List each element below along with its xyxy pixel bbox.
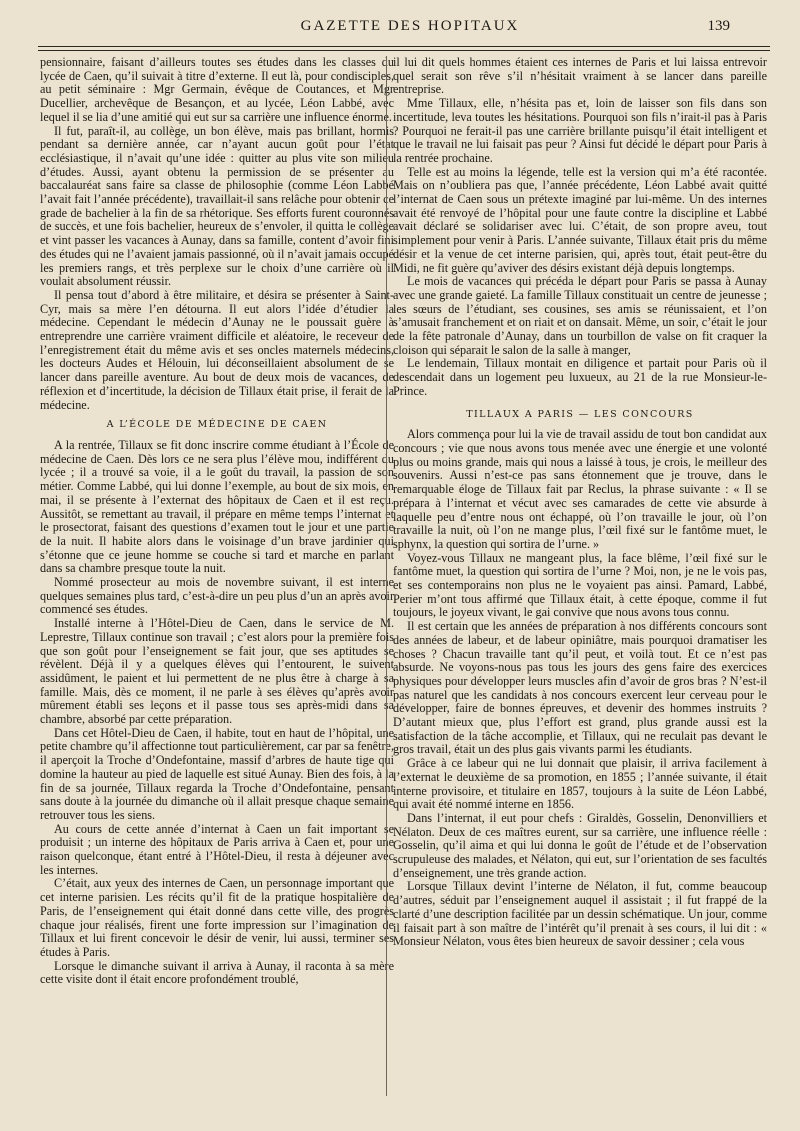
paragraph: Au cours de cette année d’internat à Caen un fait important se produisit ; un interne des hôpitaux de Paris arriva à Caen et, pour une raison quelconque, étant entré à l’Hôtel-Dieu, il resta à déjeuner avec les internes. — [40, 821, 394, 877]
paragraph: Il pensa tout d’abord à être militaire, et désira se présenter à Saint-Cyr, mais sa mère l’en détourna. Il eut alors l’idée d’étudier la médecine. Cependant le médecin d’Aunay ne le poussait guère à entreprendre une carrière vraiment difficile et aléatoire, le receveur de l’enregistrement était du même avis et ses oncles maternels médecins, les docteurs Audes et Hélouin, lui déconseillaient absolument de se lancer dans pareille aventure. Au bout de deux mois de vacances, de réflexion et d’incertitude, la décision de Tillaux était prise, il ferait de la médecine. — [40, 287, 394, 412]
paragraph: Le mois de vacances qui précéda le départ pour Paris se passa à Aunay avec une grande gaieté. La famille Tillaux constituait un centre de jeunesse ; les sœurs de l’étudiant, ses cousines, ses amis se réunissaient, et l’on s’amusait franchement et on riait et on dansait. Même, un soir, c’était le jour de la fête patronale d’Aunay, dans un tourbillon de valse on fit craquer la cloison qui séparait le salon de la salle à manger, — [393, 274, 767, 357]
paragraph: Grâce à ce labeur qui ne lui donnait que plaisir, il arriva facilement à l’externat le deuxième de sa promotion, en 1855 ; l’année suivante, il était interne provisoire, et titulaire en 1857, toujours à la suite de Léon Labbé, qui avait été nommé interne en 1856. — [393, 756, 767, 812]
section-heading: A L’ÉCOLE DE MÉDECINE DE CAEN — [106, 419, 328, 431]
section-heading: TILLAUX A PARIS — LES CONCOURS — [466, 408, 694, 420]
paragraph: Nommé prosecteur au mois de novembre suivant, il est interne quelques semaines plus tard, c’est-à-dire un peu plus d’un an après avoir commencé ses études. — [40, 575, 395, 617]
running-header — [60, 18, 760, 38]
paragraph: Alors commença pour lui la vie de travail assidu de tout bon candidat aux concours ; vie que nous avons tous menée avec une énergie et une volonté plus ou moins grande, mais qui nous a laissé à tous, je crois, le meilleur des souvenirs. Aussi n’est-ce pas sans étonnement que je trouve, dans le remarquable éloge de Tillaux fait par Reclus, la phrase suivante : « Il se prépara à l’internat et vécut avec ses camarades de cette vie absurde à laquelle peu d’entre nous ont échappé, où l’on travaille le jour, où l’on travaille la nuit, où l’on ne mange plus, l’œil fixé sur le fantôme muet, le sphynx, la question qui sortira de l’urne. » — [393, 427, 767, 551]
left-column — [40, 56, 394, 987]
paragraph: Lorsque Tillaux devint l’interne de Nélaton, il fut, comme beaucoup d’autres, séduit par l’enseignement auquel il assistait ; il fut frappé de la clarté d’une description facilitée par un dessin schématique. Un jour, comme il faisait part à son maître de l’intérêt qu’il prenait à ses cours, il lui dit : « Monsieur Nélaton, vous êtes bien heureux de savoir dessiner ; cela vous — [393, 879, 767, 949]
paragraph: Il est certain que les années de préparation à nos différents concours sont des années de labeur, et de labeur opiniâtre, mais pourquoi dramatiser les choses ? Chacun travaille tant qu’il peut, et voilà tout. Et ce n’est pas absurde. Ne voyons-nous pas tous les jours des gens faire des exercices physiques pour développer leurs muscles afin d’avoir de gros bras ? N’est-il pas naturel que les candidats à nos concours exercent leur cerveau pour le développer, faire de bonnes épreuves, et devenir des hommes instruits ? D’autant mieux que, plus l’effort est grand, plus grande aussi est la satisfaction de la tâche accomplie, et Tillaux, qui ne reculait pas devant le gros travail, était un des plus gais vivants parmi les étudiants. — [393, 619, 767, 757]
column-divider — [386, 56, 387, 1096]
paragraph: Dans l’internat, il eut pour chefs : Giraldès, Gosselin, Denonvilliers et Nélaton. Deux de ces maîtres eurent, sur sa carrière, une influence réelle : Gosselin, qu’il aima et qui lui donna le goût de l’étude et de l’observation scrupuleuse des malades, et Nélaton, qui eut, sur l’orientation de ses facultés d’enseignement, une très grande action. — [393, 810, 767, 880]
paragraph: Dans cet Hôtel-Dieu de Caen, il habite, tout en haut de l’hôpital, une petite chambre qu’il affectionne tout particulièrement, car par sa fenêtre, il aperçoit la Troche d’Ondefontaine, massif d’arbres de haute tige qui domine la hauteur au pied de laquelle est situé Aunay. Bien des fois, à la fin de sa journée, Tillaux regarda la Troche d’Ondefontaine, pensant sans doute à la journée du dimanche où il allait presque chaque semaine retrouver tous les siens. — [40, 725, 394, 822]
paragraph: pensionnaire, faisant d’ailleurs toutes ses études dans les classes du lycée de Caen, qu’il suivait à titre d’externe. Il eut là, pour condisciples, au petit séminaire : Mgr Germain, évêque de Coutances, et Mgr Ducellier, archevêque de Besançon, et au lycée, Léon Labbé, avec lequel il se lia d’une amitié qui eut sur sa carrière une influence énorme. — [40, 55, 394, 124]
paragraph: C’était, aux yeux des internes de Caen, un personnage important que cet interne parisien. Les récits qu’il fit de la pratique hospitalière de Paris, de l’enseignement qui était donné dans cette ville, des progrès chaque jour réalisés, firent une forte impression sur l’imagination de Tillaux et lui firent concevoir le désir de venir, lui aussi, terminer ses études à Paris. — [40, 876, 394, 959]
journal-title: GAZETTE DES HOPITAUX — [300, 18, 520, 34]
right-column — [393, 56, 767, 949]
paragraph: Installé interne à l’Hôtel-Dieu de Caen, dans le service de M. Leprestre, Tillaux continue son travail ; c’est alors pour la première fois que son goût pour l’enseignement se fait jour, que ses aptitudes se révèlent. Déjà il y a quelques élèves qui l’entourent, le suivent assidûment, le paient et lui permettent de ne plus être à charge à sa famille. Mais, dès ce moment, il ne parle à ses élèves qu’après avoir mûrement établi ses leçons et il passe tous ses après-midi dans sa chambre, absorbé par cette préparation. — [40, 616, 394, 727]
paragraph: Le lendemain, Tillaux montait en diligence et partait pour Paris où il descendait dans un logement peu luxueux, au 21 de la rue Monsieur-le-Prince. — [393, 356, 767, 398]
header-rule-thin — [38, 50, 770, 51]
paragraph: Mme Tillaux, elle, n’hésita pas et, loin de laisser son fils dans son incertitude, leva toutes les hésitations. Pourquoi son fils n’irait-il pas à Paris ? Pourquoi ne ferait-il pas une carrière brillante puisqu’il était intelligent et que le travail ne lui faisait pas peur ? Ainsi fut décidé le départ pour Paris à la rentrée prochaine. — [393, 96, 767, 165]
paragraph: Voyez-vous Tillaux ne mangeant plus, la face blême, l’œil fixé sur le fantôme muet, la question qui sortira de l’urne ? Moi, non, je ne le vois pas, et ses contemporains non plus ne le voyaient pas ainsi. Pamard, Labbé, Perier m’ont tous affirmé que Tillaux était, à cette époque, comme il fut toujours, le joyeux vivant, le gai convive que nous avons tous connu. — [393, 550, 767, 620]
paragraph: A la rentrée, Tillaux se fit donc inscrire comme étudiant à l’École de médecine de Caen. Dès lors ce ne sera plus l’élève mou, indifférent du lycée ; il a trouvé sa voie, il a le goût du travail, la passion de son métier. Comme Labbé, qui lui donne l’exemple, au bout de six mois, en mai, il se présente à l’externat des hôpitaux de Caen et il est reçu. Aussitôt, se remettant au travail, il prépare en même temps l’internat et le prosectorat, faisant des questions d’examen tout le jour et une partie de la nuit. Il habite alors dans le voisinage d’un brave jardinier qui s’étonne que ce jeune homme se couche si tard et marche en parlant dans sa chambre presque toute la nuit. — [40, 437, 394, 576]
paragraph: il lui dit quels hommes étaient ces internes de Paris et lui laissa entrevoir quel serait son rêve s’il n’hésitait vraiment à se lancer dans pareille entreprise. — [393, 55, 767, 97]
paragraph: Il fut, paraît-il, au collège, un bon élève, mais pas brillant, hormis pendant sa dernière année, car n’ayant aucun goût pour l’état ecclésiastique, il n’avait qu’une idée : quitter au plus vite son milieu d’études. Aussi, ayant obtenu la permission de se présenter au baccalauréat sans faire sa classe de philosophie (comme Léon Labbé l’avait fait l’année précédente), travaillait-il sans relâche pour obtenir ce grade de bachelier à la fin de sa rhétorique. Ses efforts furent couronnés de succès, et une fois bachelier, heureux de s’envoler, il quitta le collège et vint passer les vacances à Aunay, dans sa famille, content d’avoir fini des études qui ne l’avaient jamais passionné, où il n’avait jamais occupé les premiers rangs, et très perplexe sur le choix d’une carrière où il voulait absolument réussir. — [40, 123, 394, 289]
paragraph: Telle est au moins la légende, telle est la version qui m’a été racontée. Mais on n’oubliera pas que, l’année précédente, Léon Labbé avait quitté l’internat de Caen sous un prétexte imaginé par lui-même. Un des internes avait été renvoyé de l’hôpital pour une faute contre la discipline et Labbé avait déclaré se solidariser avec lui. C’était, de son propre aveu, tout simplement pour venir à Paris. L’année suivante, Tillaux était pris du même désir et la venue de cet interne parisien, qui, après tout, était peut-être du Midi, ne fit guère qu’aviver des désirs existant déjà depuis longtemps. — [393, 164, 767, 275]
header-rule-thick — [38, 46, 770, 47]
paragraph: Lorsque le dimanche suivant il arriva à Aunay, il raconta à sa mère cette visite dont il était encore profondément troublé, — [40, 958, 394, 987]
page-number: 139 — [707, 18, 730, 34]
